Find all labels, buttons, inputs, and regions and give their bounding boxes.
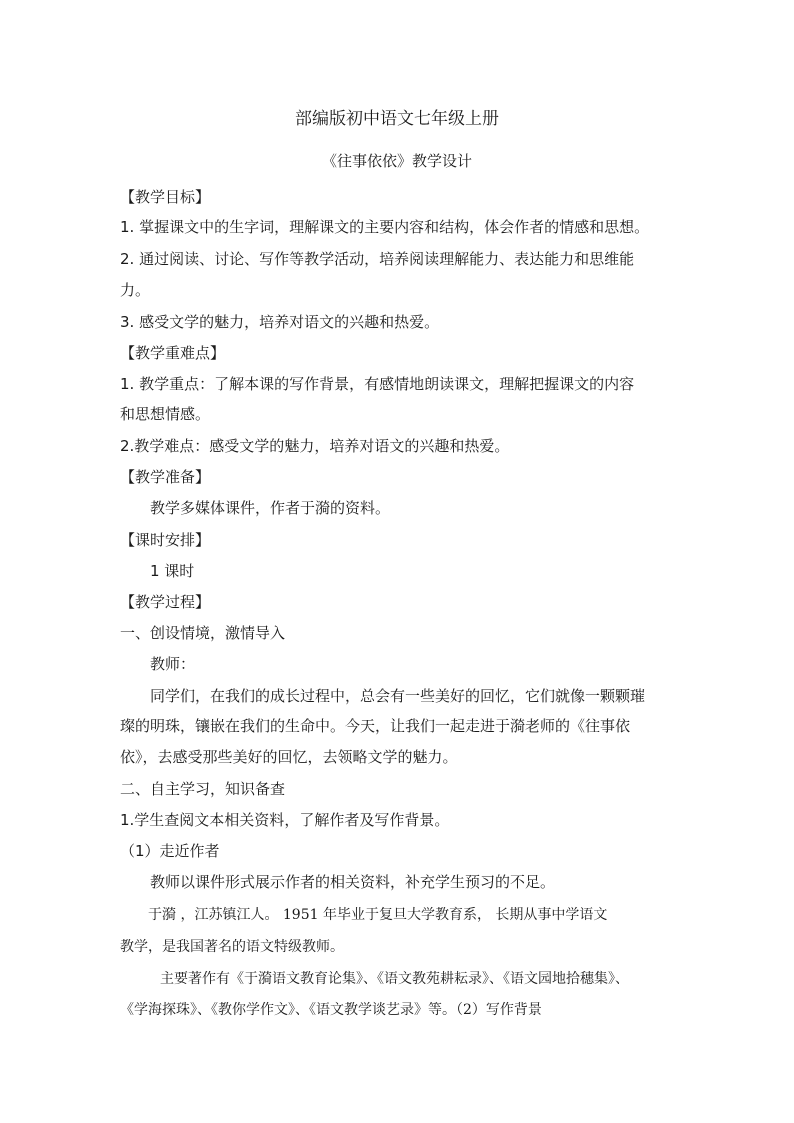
goal-3: 3. 感受文学的魅力，培养对语文的兴趣和热爱。	[120, 313, 440, 331]
heading-preparation: 【教学准备】	[120, 468, 211, 486]
heading-schedule: 【课时安排】	[120, 531, 211, 549]
author-bio-line-1: 于漪 ，江苏镇江人。 1951 年毕业于复旦大学教育系， 长期从事中学语文	[148, 907, 608, 923]
doc-subtitle: 《往事依依》教学设计	[321, 152, 472, 170]
goal-2-line-1: 2. 通过阅读、讨论、写作等教学活动，培养阅读理解能力、表达能力和思维能	[120, 250, 635, 268]
goal-2-line-2: 力。	[120, 281, 151, 299]
key-point-1-line-1: 1. 教学重点：了解本课的写作背景，有感情地朗读课文，理解把握课文的内容	[120, 375, 635, 393]
intro-paragraph-line-3: 依》，去感受那些美好的回忆，去领略文学的魅力。	[120, 748, 458, 766]
key-point-2: 2.教学难点：感受文学的魅力，培养对语文的兴趣和热爱。	[120, 437, 510, 455]
schedule-text: 1 课时	[150, 562, 195, 580]
heading-process: 【教学过程】	[120, 593, 211, 611]
heading-key-points: 【教学重难点】	[120, 344, 226, 362]
goal-1: 1. 掌握课文中的生字词，理解课文的主要内容和结构，体会作者的情感和思想。	[120, 218, 650, 236]
author-bio-line-2: 教学，是我国著名的语文特级教师。	[120, 939, 344, 955]
section-2-item-1: 1.学生查阅文本相关资料，了解作者及写作背景。	[120, 811, 450, 829]
section-1-heading: 一、创设情境，激情导入	[120, 624, 286, 642]
intro-paragraph-line-2: 璨的明珠，镶嵌在我们的生命中。今天，让我们一起走进于漪老师的《往事依	[120, 717, 631, 735]
preparation-text: 教学多媒体课件，作者于漪的资料。	[150, 499, 391, 517]
teacher-label: 教师：	[150, 655, 196, 673]
doc-title: 部编版初中语文七年级上册	[295, 109, 499, 129]
intro-paragraph-line-1: 同学们，在我们的成长过程中，总会有一些美好的回忆，它们就像一颗颗璀	[150, 687, 646, 705]
section-2-item-1-sub-1: （1）走近作者	[120, 842, 220, 860]
author-intro-text: 教师以课件形式展示作者的相关资料，补充学生预习的不足。	[150, 873, 556, 891]
heading-goals: 【教学目标】	[120, 188, 211, 206]
section-2-heading: 二、自主学习，知识备查	[120, 780, 286, 798]
key-point-1-line-2: 和思想情感。	[120, 405, 211, 423]
works-line-2: 《学海探珠》、《教你学作文》、《语文教学谈艺录》等。（2）写作背景	[120, 1002, 542, 1018]
works-line-1: 主要著作有《于漪语文教育论集》、《语文教苑耕耘录》、《语文园地拾穗集》、	[160, 971, 629, 987]
